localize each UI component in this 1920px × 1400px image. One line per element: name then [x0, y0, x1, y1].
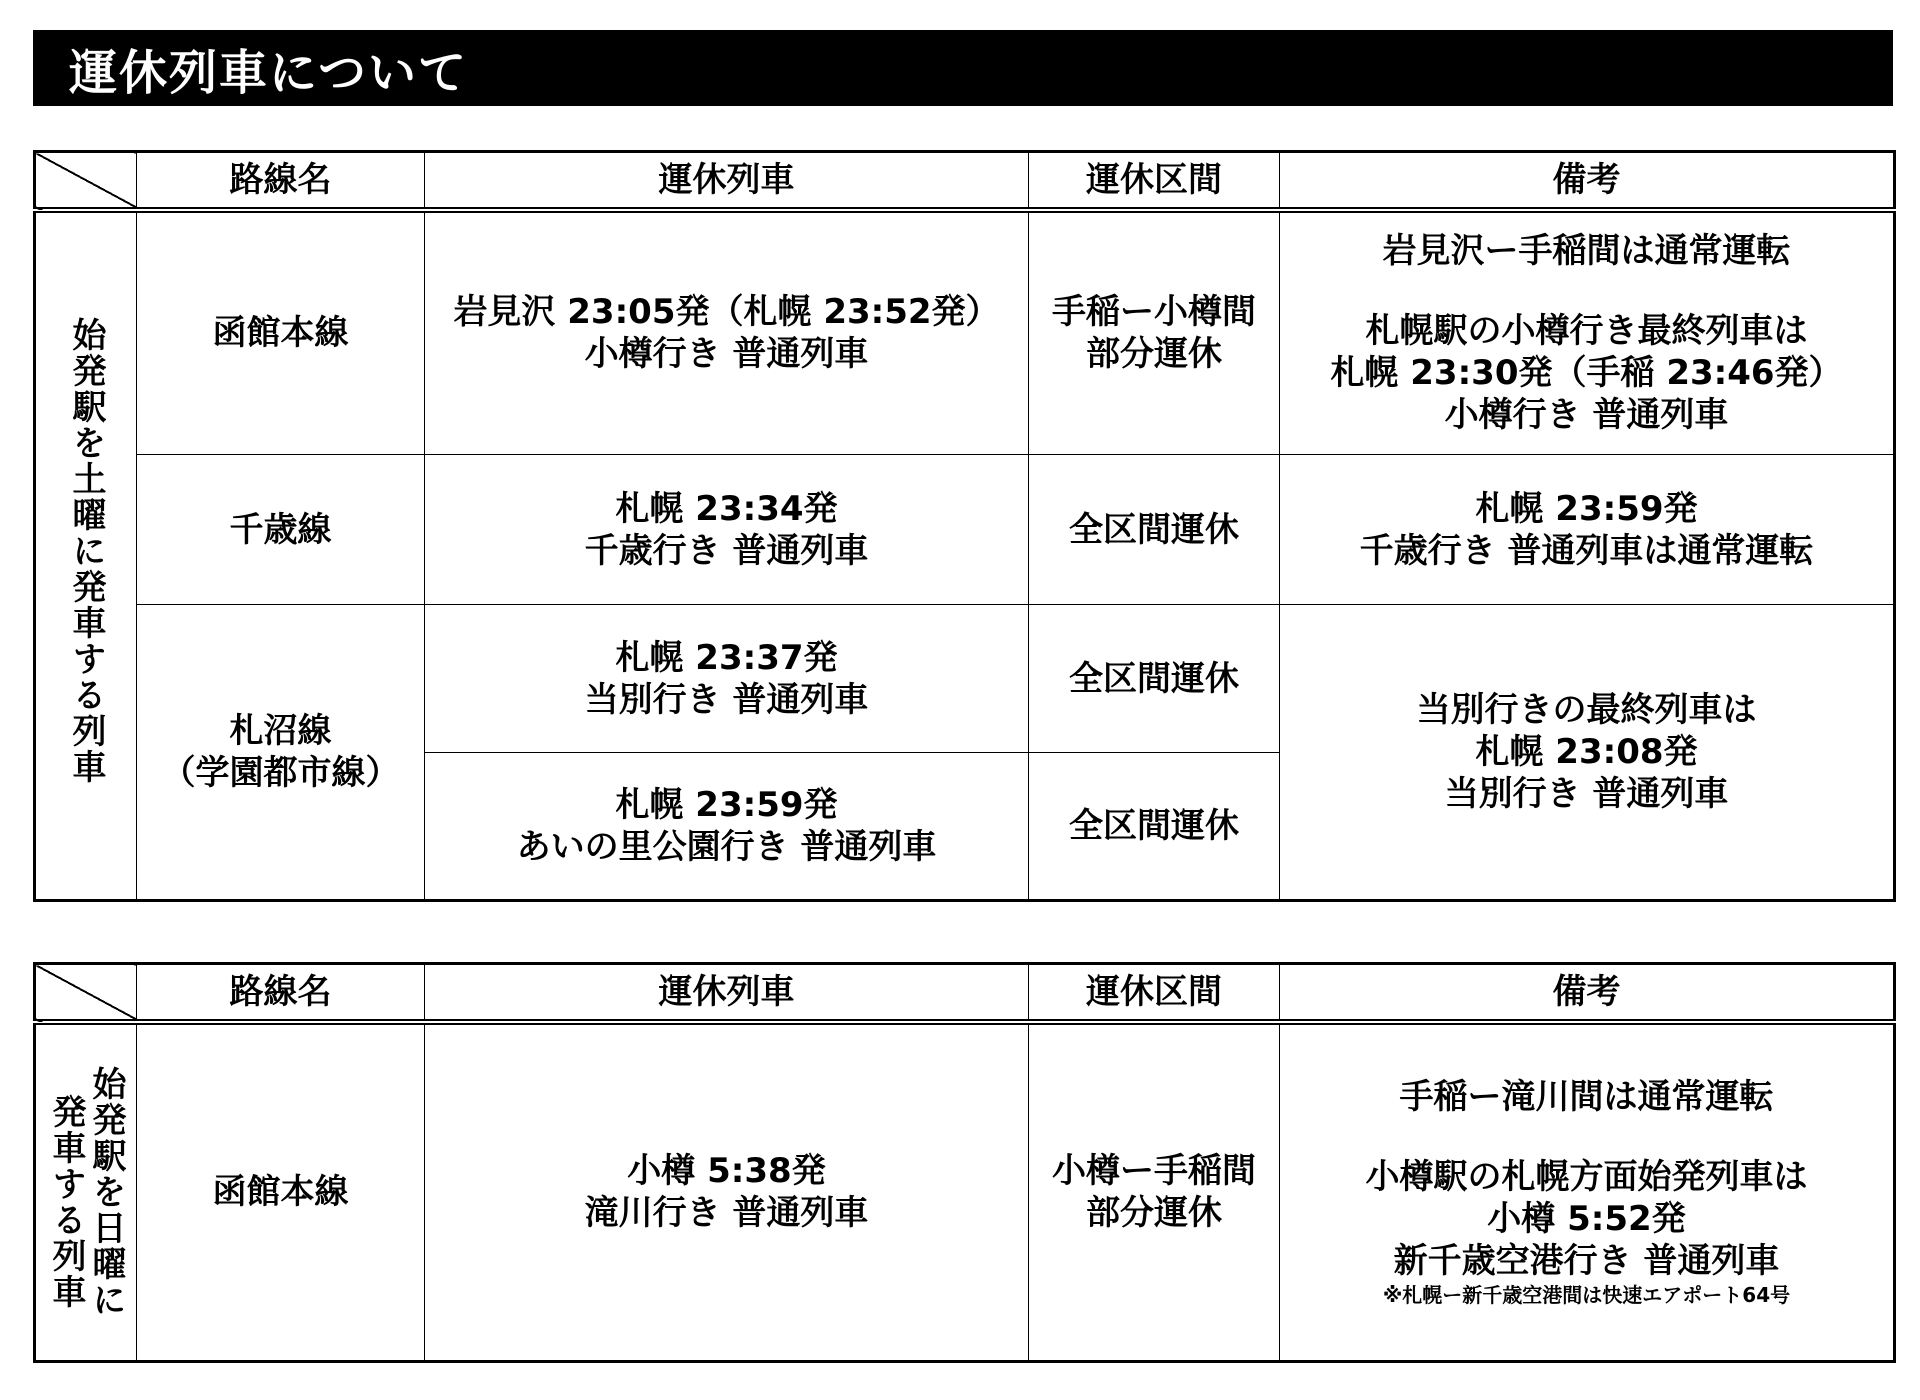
header-train: 運休列車: [425, 152, 1029, 210]
train-cell: 札幌 23:34発 千歳行き 普通列車: [425, 455, 1029, 605]
saturday-departures-table: [33, 150, 1896, 902]
header-route: 路線名: [137, 964, 425, 1022]
header-remarks: 備考: [1280, 964, 1895, 1022]
train-cell: 札幌 23:59発 あいの里公園行き 普通列車: [425, 753, 1029, 901]
section-cell: 全区間運休: [1029, 455, 1280, 605]
table-row: [35, 1022, 1895, 1362]
route-cell: 札沼線 （学園都市線）: [137, 605, 425, 901]
remarks-footnote: ※札幌ー新千歳空港間は快速エアポート64号: [1382, 1283, 1791, 1308]
side-label: 発車する列車: [46, 1094, 86, 1311]
corner-cell: [35, 152, 137, 210]
train-cell: 札幌 23:37発 当別行き 普通列車: [425, 605, 1029, 753]
table-header-row: [35, 152, 1895, 210]
train-cell: 岩見沢 23:05発（札幌 23:52発） 小樽行き 普通列車: [425, 210, 1029, 455]
corner-cell: [35, 964, 137, 1022]
route-cell: 函館本線: [137, 210, 425, 455]
remarks-cell: 当別行きの最終列車は 札幌 23:08発 当別行き 普通列車: [1280, 605, 1895, 901]
header-route: 路線名: [137, 152, 425, 210]
section-cell: 手稲ー小樽間 部分運休: [1029, 210, 1280, 455]
table-header-row: [35, 964, 1895, 1022]
table-row: [35, 455, 1895, 605]
remarks-cell: 札幌 23:59発 千歳行き 普通列車は通常運転: [1280, 455, 1895, 605]
remarks-cell: [1280, 210, 1895, 455]
side-label-cell: [35, 210, 137, 901]
header-train: 運休列車: [425, 964, 1029, 1022]
route-cell: 函館本線: [137, 1022, 425, 1362]
header-remarks: 備考: [1280, 152, 1895, 210]
header-section: 運休区間: [1029, 152, 1280, 210]
remarks-line: 岩見沢ー手稲間は通常運転: [1382, 231, 1791, 272]
section-cell: 小樽ー手稲間 部分運休: [1029, 1022, 1280, 1362]
remarks-cell: [1280, 1022, 1895, 1362]
side-label: 始発駅を日曜に: [86, 1066, 126, 1319]
remarks-line: 小樽駅の札幌方面始発列車は 小樽 5:52発 新千歳空港行き 普通列車: [1365, 1157, 1808, 1282]
table-row: [35, 210, 1895, 455]
section-cell: 全区間運休: [1029, 605, 1280, 753]
remarks-line: 手稲ー滝川間は通常運転: [1399, 1077, 1774, 1118]
side-label: 始発駅を土曜に発車する列車: [66, 316, 106, 785]
section-cell: 全区間運休: [1029, 753, 1280, 901]
table-row: [35, 605, 1895, 753]
header-section: 運休区間: [1029, 964, 1280, 1022]
side-label-cell: [35, 1022, 137, 1362]
route-cell: 千歳線: [137, 455, 425, 605]
sunday-departures-table: [33, 962, 1896, 1363]
page-title: 運休列車について: [33, 30, 1893, 106]
train-cell: 小樽 5:38発 滝川行き 普通列車: [425, 1022, 1029, 1362]
remarks-line: 札幌駅の小樽行き最終列車は 札幌 23:30発（手稲 23:46発） 小樽行き 普通列車: [1330, 311, 1843, 436]
